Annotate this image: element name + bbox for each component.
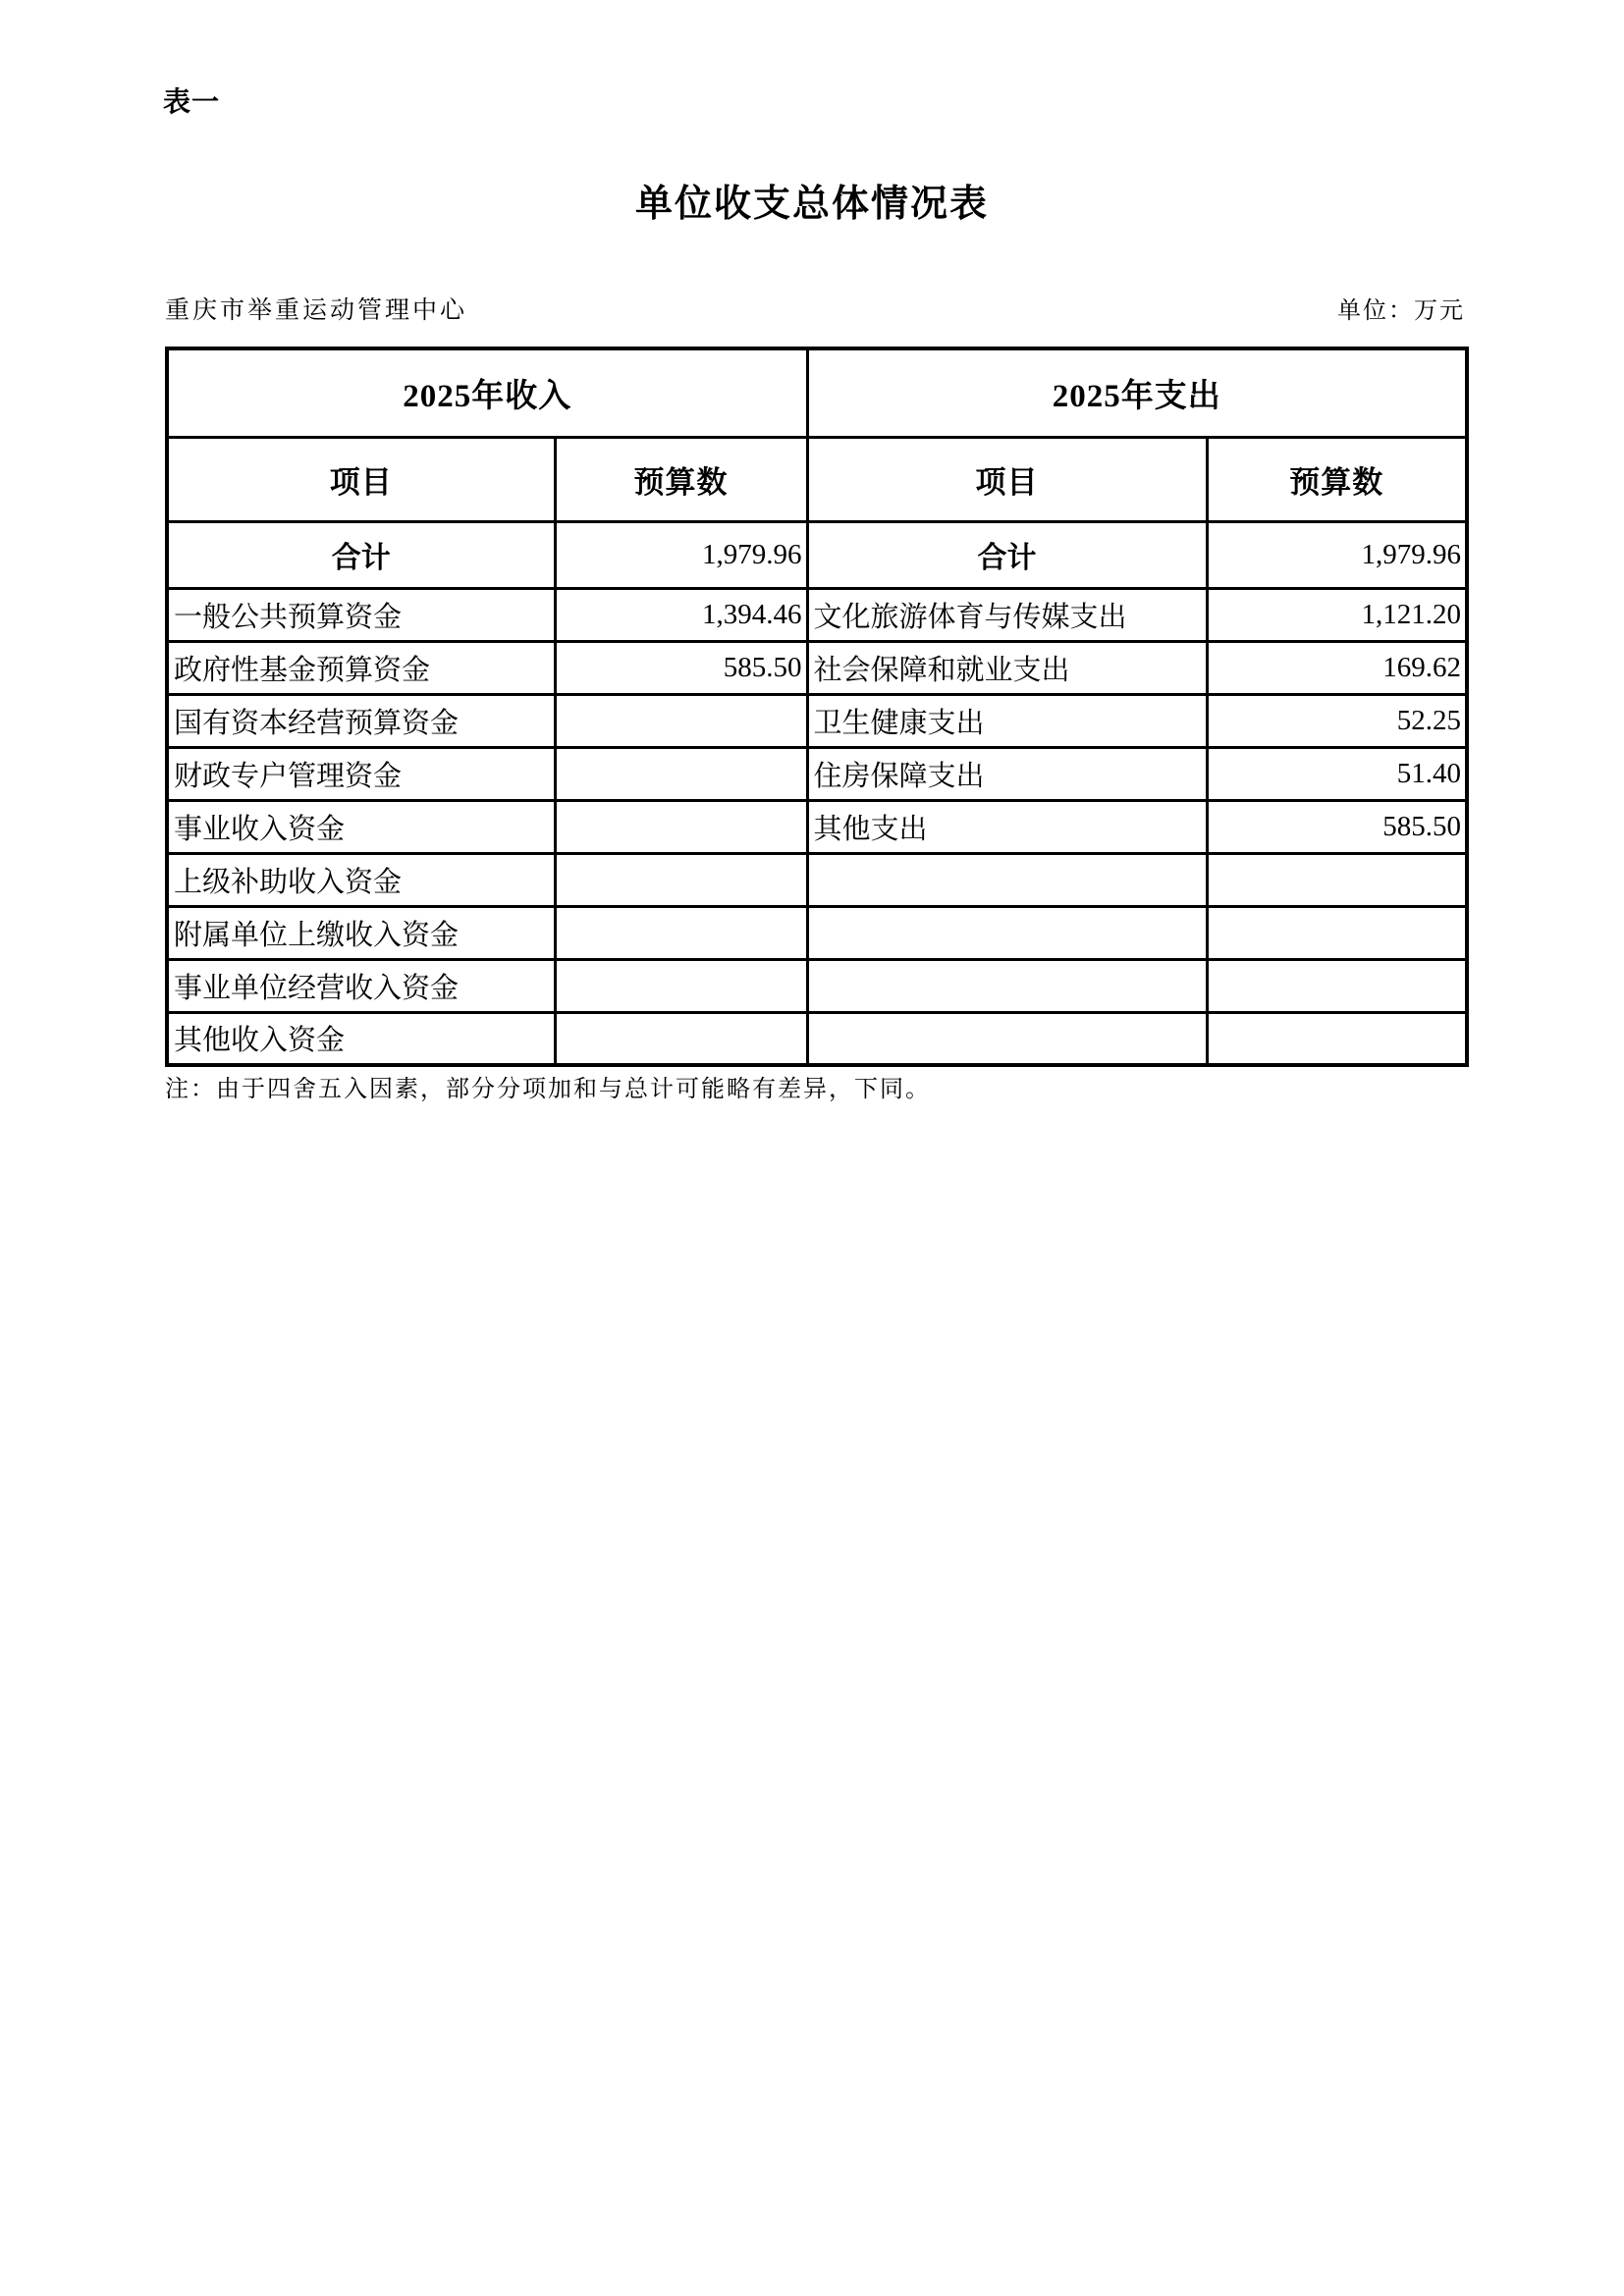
table-row <box>167 800 1467 853</box>
table-meta-row <box>165 291 1465 326</box>
income-budget-column-header: 预算数 <box>555 437 807 521</box>
income-budget-value <box>555 747 807 800</box>
income-item-label: 事业收入资金 <box>167 800 555 853</box>
total-row <box>167 521 1467 588</box>
expense-total-value: 1,979.96 <box>1207 521 1467 588</box>
expense-item-label <box>807 959 1207 1012</box>
table-row <box>167 694 1467 747</box>
expense-item-label: 社会保障和就业支出 <box>807 641 1207 694</box>
income-budget-value <box>555 800 807 853</box>
income-item-label: 上级补助收入资金 <box>167 853 555 906</box>
expense-item-label: 卫生健康支出 <box>807 694 1207 747</box>
expense-section-header: 2025年支出 <box>807 348 1467 437</box>
income-total-label: 合计 <box>167 521 555 588</box>
expense-item-label <box>807 906 1207 959</box>
expense-budget-value: 585.50 <box>1207 800 1467 853</box>
income-item-label: 事业单位经营收入资金 <box>167 959 555 1012</box>
table-row <box>167 906 1467 959</box>
organization-name: 重庆市举重运动管理中心 <box>165 297 468 324</box>
expense-budget-value <box>1207 1012 1467 1065</box>
income-item-label: 其他收入资金 <box>167 1012 555 1065</box>
table-row <box>167 747 1467 800</box>
expense-budget-value: 1,121.20 <box>1207 588 1467 641</box>
income-item-label: 政府性基金预算资金 <box>167 641 555 694</box>
expense-total-label: 合计 <box>807 521 1207 588</box>
table-header-columns-row <box>167 437 1467 521</box>
table-row <box>167 641 1467 694</box>
expense-item-label <box>807 853 1207 906</box>
expense-budget-value <box>1207 959 1467 1012</box>
income-total-value: 1,979.96 <box>555 521 807 588</box>
table-row <box>167 1012 1467 1065</box>
income-budget-value <box>555 1012 807 1065</box>
income-item-label: 国有资本经营预算资金 <box>167 694 555 747</box>
income-budget-value: 585.50 <box>555 641 807 694</box>
income-item-column-header: 项目 <box>167 437 555 521</box>
income-budget-value <box>555 853 807 906</box>
income-section-header: 2025年收入 <box>167 348 807 437</box>
table-body <box>167 521 1467 1065</box>
income-budget-value <box>555 694 807 747</box>
expense-budget-value: 169.62 <box>1207 641 1467 694</box>
income-budget-value <box>555 959 807 1012</box>
table-row <box>167 959 1467 1012</box>
income-item-label: 附属单位上缴收入资金 <box>167 906 555 959</box>
expense-budget-value: 52.25 <box>1207 694 1467 747</box>
page-title: 单位收支总体情况表 <box>634 184 989 225</box>
expense-item-column-header: 项目 <box>807 437 1207 521</box>
budget-summary-table <box>165 347 1469 1067</box>
expense-budget-column-header: 预算数 <box>1207 437 1467 521</box>
expense-item-label: 其他支出 <box>807 800 1207 853</box>
expense-budget-value <box>1207 906 1467 959</box>
rounding-note: 注：由于四舍五入因素，部分分项加和与总计可能略有差异，下同。 <box>165 1077 931 1102</box>
income-budget-value: 1,394.46 <box>555 588 807 641</box>
expense-item-label: 文化旅游体育与传媒支出 <box>807 588 1207 641</box>
table-header-year-row <box>167 348 1467 437</box>
income-item-label: 财政专户管理资金 <box>167 747 555 800</box>
expense-item-label <box>807 1012 1207 1065</box>
expense-budget-value: 51.40 <box>1207 747 1467 800</box>
table-row <box>167 588 1467 641</box>
income-item-label: 一般公共预算资金 <box>167 588 555 641</box>
currency-unit-label: 单位：万元 <box>1337 298 1465 324</box>
table-row <box>167 853 1467 906</box>
expense-budget-value <box>1207 853 1467 906</box>
expense-item-label: 住房保障支出 <box>807 747 1207 800</box>
table-number-label: 表一 <box>163 86 221 117</box>
income-budget-value <box>555 906 807 959</box>
